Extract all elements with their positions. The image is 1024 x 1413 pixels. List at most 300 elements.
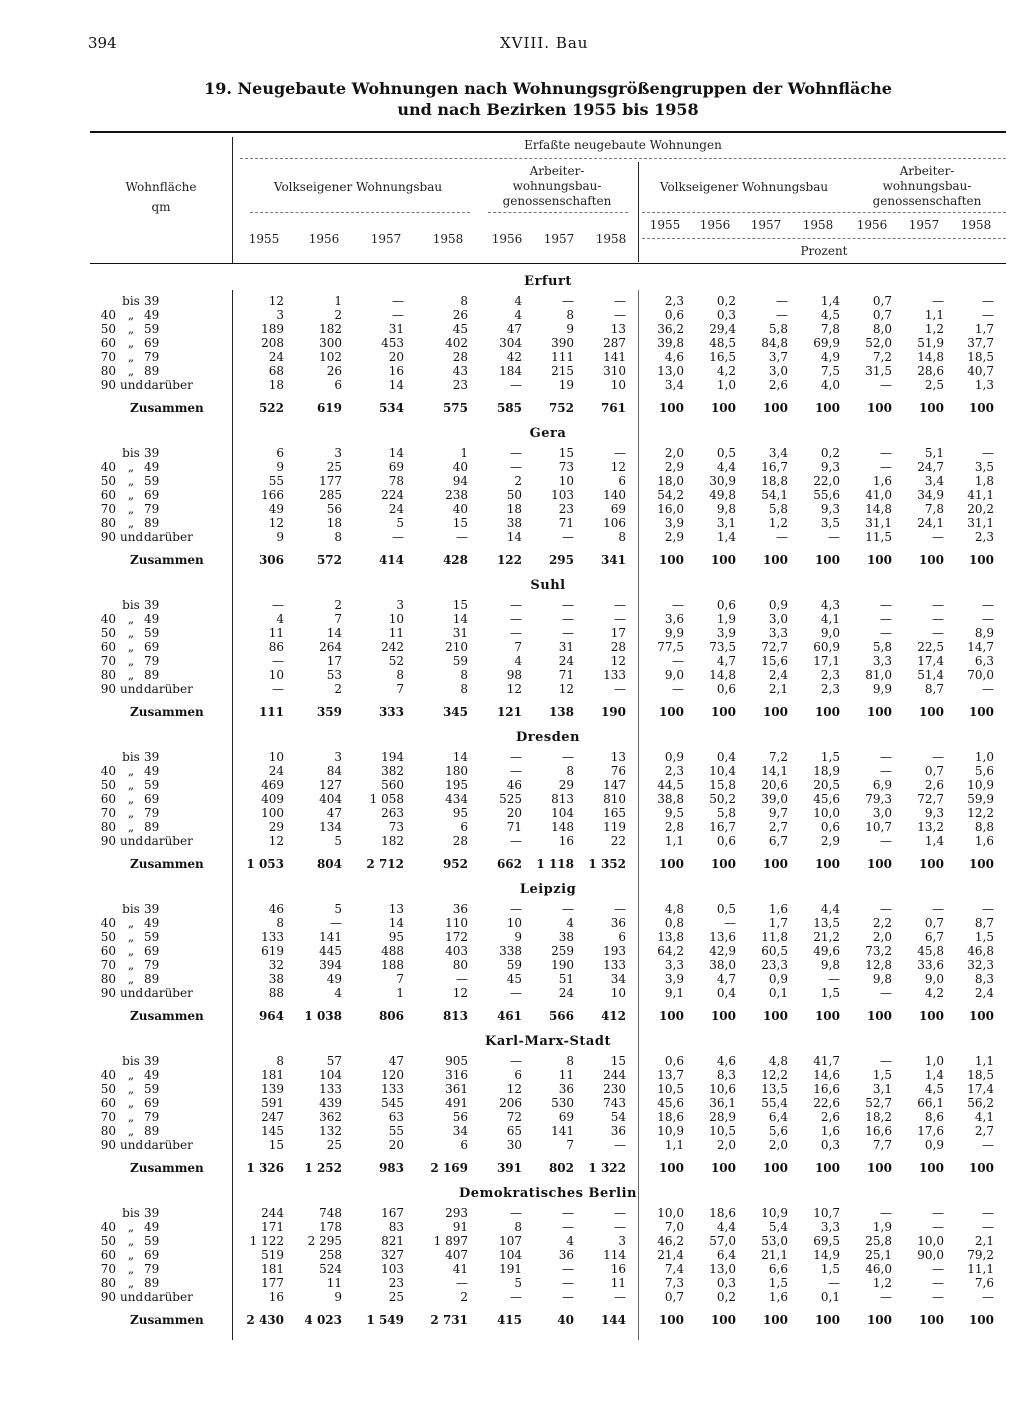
- table-cell: 4,8: [664, 902, 684, 916]
- row-label-to: 69: [144, 944, 160, 958]
- section-title: Gera: [529, 426, 567, 441]
- table-cell: 11,5: [865, 530, 892, 544]
- table-cell: 22,0: [813, 474, 840, 488]
- table-cell: 24: [388, 502, 404, 516]
- table-cell: 0,2: [716, 294, 736, 308]
- table-cell: 133: [381, 1082, 404, 1096]
- table-cell: 184: [499, 364, 522, 378]
- total-cell: 952: [442, 857, 468, 871]
- total-cell: 100: [658, 401, 684, 415]
- table-cell: 293: [445, 1206, 468, 1220]
- table-cell: 2,3: [974, 530, 994, 544]
- table-cell: 34: [452, 1124, 468, 1138]
- table-cell: 4: [566, 916, 574, 930]
- row-label-to: 89: [144, 1124, 160, 1138]
- table-cell: 3: [276, 308, 284, 322]
- table-cell: 100: [261, 806, 284, 820]
- row-label-sep: „: [127, 1220, 135, 1234]
- table-cell: 23: [558, 502, 574, 516]
- table-cell: 2,9: [820, 834, 840, 848]
- total-cell: 2 712: [366, 857, 404, 871]
- year-abs-6: 1957: [543, 232, 575, 246]
- table-cell: 7,0: [664, 1220, 684, 1234]
- table-cell: 1,5: [820, 986, 840, 1000]
- total-cell: 100: [866, 1161, 892, 1175]
- table-cell: 10,0: [657, 1206, 684, 1220]
- total-cell: 585: [496, 401, 522, 415]
- table-cell: 133: [603, 958, 626, 972]
- table-cell: —: [982, 294, 994, 308]
- table-cell: 1,1: [664, 834, 684, 848]
- table-cell: 51: [558, 972, 574, 986]
- percent-header: Prozent: [800, 244, 848, 258]
- table-cell: 2,2: [872, 916, 892, 930]
- row-label-from: 60: [100, 336, 116, 350]
- table-cell: 9,0: [820, 626, 840, 640]
- table-cell: 1,7: [768, 916, 788, 930]
- table-cell: —: [562, 1206, 574, 1220]
- table-cell: 47: [388, 1054, 404, 1068]
- table-cell: 42: [506, 350, 522, 364]
- row-label-sep: „: [127, 1068, 135, 1082]
- row-label-to: 39: [144, 294, 160, 308]
- table-cell: —: [880, 902, 892, 916]
- table-cell: 1,6: [872, 474, 892, 488]
- table-cell: 56: [326, 502, 342, 516]
- table-cell: 8,8: [974, 820, 994, 834]
- table-cell: 111: [551, 350, 574, 364]
- table-cell: —: [510, 1206, 522, 1220]
- table-cell: 7,8: [820, 322, 840, 336]
- table-cell: 16: [558, 834, 574, 848]
- table-cell: 28: [610, 640, 626, 654]
- total-cell: 100: [762, 401, 788, 415]
- table-cell: 70,0: [967, 668, 994, 682]
- table-cell: 7: [396, 972, 404, 986]
- table-cell: 91: [452, 1220, 468, 1234]
- row-label-sep: „: [127, 640, 135, 654]
- table-cell: 244: [261, 1206, 284, 1220]
- row-label-sep: „: [127, 336, 135, 350]
- table-cell: 94: [452, 474, 468, 488]
- table-cell: 13,0: [657, 364, 684, 378]
- total-cell: 2 430: [246, 1313, 284, 1327]
- table-cell: 7,7: [872, 1138, 892, 1152]
- table-cell: 191: [499, 1262, 522, 1276]
- row-label-from: 50: [100, 930, 116, 944]
- table-cell: 591: [261, 1096, 284, 1110]
- total-label: Zusammen: [130, 553, 204, 567]
- table-cell: —: [880, 598, 892, 612]
- table-cell: 195: [445, 778, 468, 792]
- table-row: [90, 916, 1006, 930]
- row-label-from: 90: [100, 834, 116, 848]
- table-cell: 182: [319, 322, 342, 336]
- table-cell: 4,6: [664, 350, 684, 364]
- table-cell: 5,6: [974, 764, 994, 778]
- row-label-sep: „: [127, 958, 135, 972]
- table-cell: 2,1: [974, 1234, 994, 1248]
- row-label-to: darüber: [144, 378, 193, 392]
- table-cell: —: [614, 682, 626, 696]
- table-cell: 18,5: [967, 350, 994, 364]
- table-cell: 53,0: [761, 1234, 788, 1248]
- row-label-to: 69: [144, 792, 160, 806]
- table-row: [90, 1110, 1006, 1124]
- table-cell: —: [982, 308, 994, 322]
- table-cell: 5,4: [768, 1220, 788, 1234]
- table-cell: 134: [319, 820, 342, 834]
- row-label-from: 50: [100, 1082, 116, 1096]
- table-cell: 1,4: [924, 834, 944, 848]
- table-cell: —: [880, 446, 892, 460]
- row-label-to: 49: [144, 916, 160, 930]
- table-cell: —: [272, 654, 284, 668]
- table-cell: 36: [452, 902, 468, 916]
- table-cell: 4,9: [820, 350, 840, 364]
- table-cell: 132: [319, 1124, 342, 1138]
- table-row: [90, 474, 1006, 488]
- table-cell: —: [828, 530, 840, 544]
- table-cell: 6: [460, 820, 468, 834]
- table-cell: 72: [506, 1110, 522, 1124]
- table-cell: —: [880, 378, 892, 392]
- total-row: [90, 1161, 1006, 1175]
- table-cell: 32,3: [967, 958, 994, 972]
- table-cell: 3: [618, 1234, 626, 1248]
- table-cell: —: [510, 764, 522, 778]
- table-cell: 181: [261, 1262, 284, 1276]
- row-label-sep: „: [127, 474, 135, 488]
- table-cell: —: [982, 612, 994, 626]
- table-cell: 64,2: [657, 944, 684, 958]
- table-cell: 8: [514, 1220, 522, 1234]
- table-cell: 7,6: [974, 1276, 994, 1290]
- table-cell: —: [614, 308, 626, 322]
- table-cell: 31,1: [865, 516, 892, 530]
- table-cell: 16,7: [709, 820, 736, 834]
- table-cell: 1,2: [768, 516, 788, 530]
- table-cell: 3,1: [716, 516, 736, 530]
- table-cell: 165: [603, 806, 626, 820]
- table-row: [90, 654, 1006, 668]
- row-label-to: darüber: [144, 530, 193, 544]
- total-cell: 111: [258, 705, 284, 719]
- row-label-to: 79: [144, 350, 160, 364]
- table-cell: 14: [326, 626, 342, 640]
- table-cell: 9,3: [820, 460, 840, 474]
- table-cell: 38,0: [709, 958, 736, 972]
- table-cell: 1,0: [974, 750, 994, 764]
- table-cell: 14: [452, 750, 468, 764]
- total-cell: 100: [814, 1009, 840, 1023]
- table-cell: 4: [334, 986, 342, 1000]
- table-cell: 44,5: [657, 778, 684, 792]
- total-cell: 4 023: [304, 1313, 342, 1327]
- table-cell: 18,6: [657, 1110, 684, 1124]
- row-label-to: darüber: [144, 682, 193, 696]
- table-cell: 434: [445, 792, 468, 806]
- table-cell: 13,5: [761, 1082, 788, 1096]
- total-label: Zusammen: [130, 857, 204, 871]
- row-label-sep: „: [127, 1110, 135, 1124]
- table-cell: 1,9: [716, 612, 736, 626]
- total-label: Zusammen: [130, 1009, 204, 1023]
- table-cell: 8,7: [924, 682, 944, 696]
- table-cell: 7,2: [768, 750, 788, 764]
- table-cell: 338: [499, 944, 522, 958]
- table-cell: —: [614, 612, 626, 626]
- table-cell: 1,5: [820, 750, 840, 764]
- table-cell: 95: [452, 806, 468, 820]
- table-cell: 469: [261, 778, 284, 792]
- table-cell: 4,1: [820, 612, 840, 626]
- table-cell: 10,7: [865, 820, 892, 834]
- total-cell: 295: [548, 553, 574, 567]
- row-label-from: 80: [100, 668, 116, 682]
- table-row: [90, 530, 1006, 544]
- table-cell: 247: [261, 1110, 284, 1124]
- table-cell: 748: [319, 1206, 342, 1220]
- table-cell: 24: [268, 764, 284, 778]
- table-cell: 37,7: [967, 336, 994, 350]
- table-cell: 215: [551, 364, 574, 378]
- table-cell: —: [672, 654, 684, 668]
- table-cell: 0,2: [820, 446, 840, 460]
- table-cell: 6: [514, 1068, 522, 1082]
- table-cell: 12: [506, 682, 522, 696]
- row-label-to: darüber: [144, 834, 193, 848]
- table-cell: 24: [558, 654, 574, 668]
- table-cell: 0,3: [716, 308, 736, 322]
- table-cell: 14,7: [967, 640, 994, 654]
- table-cell: 1,4: [716, 530, 736, 544]
- row-label-from: 90: [100, 1138, 116, 1152]
- row-label-to: 79: [144, 1110, 160, 1124]
- table-cell: —: [392, 530, 404, 544]
- table-cell: 1,2: [924, 322, 944, 336]
- table-cell: 119: [603, 820, 626, 834]
- table-cell: 2,6: [768, 378, 788, 392]
- total-cell: 802: [548, 1161, 574, 1175]
- table-cell: 133: [261, 930, 284, 944]
- total-cell: 412: [600, 1009, 626, 1023]
- table-cell: —: [614, 902, 626, 916]
- table-cell: 31: [388, 322, 404, 336]
- table-cell: 19: [558, 378, 574, 392]
- table-cell: 3,5: [974, 460, 994, 474]
- abs-pct-divider: [638, 162, 639, 262]
- table-cell: 177: [261, 1276, 284, 1290]
- table-cell: 7,5: [820, 364, 840, 378]
- table-cell: 4: [514, 308, 522, 322]
- table-cell: 36: [558, 1248, 574, 1262]
- total-cell: 100: [658, 857, 684, 871]
- section-title: Dresden: [515, 730, 581, 745]
- table-cell: 6,7: [768, 834, 788, 848]
- table-cell: 26: [452, 308, 468, 322]
- pct-years-rule: [642, 212, 1006, 213]
- table-row: [90, 322, 1006, 336]
- row-label-from: 70: [100, 806, 116, 820]
- table-cell: 98: [506, 668, 522, 682]
- row-label-sep: „: [127, 516, 135, 530]
- table-cell: —: [562, 1220, 574, 1234]
- table-cell: 7: [514, 640, 522, 654]
- table-cell: 6: [276, 446, 284, 460]
- row-label-from: 60: [100, 1248, 116, 1262]
- total-cell: 662: [496, 857, 522, 871]
- row-label-sep: „: [127, 460, 135, 474]
- awg-header-abs-3: genossenschaften: [502, 194, 612, 208]
- table-cell: 12: [610, 460, 626, 474]
- table-cell: 5,1: [924, 446, 944, 460]
- table-row: [90, 626, 1006, 640]
- row-label-to: 59: [144, 322, 160, 336]
- table-cell: 32: [268, 958, 284, 972]
- table-cell: 14,8: [865, 502, 892, 516]
- table-cell: 2,0: [716, 1138, 736, 1152]
- total-cell: 461: [496, 1009, 522, 1023]
- table-cell: —: [510, 612, 522, 626]
- row-label-from: 80: [100, 820, 116, 834]
- table-cell: 20: [388, 350, 404, 364]
- table-row: [90, 612, 1006, 626]
- total-cell: 100: [918, 1009, 944, 1023]
- table-cell: 0,4: [716, 986, 736, 1000]
- table-cell: 10: [506, 916, 522, 930]
- veb-abs-rule: [250, 212, 470, 213]
- table-cell: —: [982, 1138, 994, 1152]
- table-cell: 10: [558, 474, 574, 488]
- total-cell: 100: [866, 1009, 892, 1023]
- table-cell: 16,0: [657, 502, 684, 516]
- table-cell: 36: [610, 916, 626, 930]
- table-cell: 41,7: [813, 1054, 840, 1068]
- table-cell: 5: [334, 834, 342, 848]
- table-row: [90, 446, 1006, 460]
- table-cell: 6,4: [716, 1248, 736, 1262]
- total-cell: 100: [968, 1313, 994, 1327]
- table-cell: 4: [566, 1234, 574, 1248]
- row-label-to: 59: [144, 474, 160, 488]
- row-label-to: 39: [144, 1054, 160, 1068]
- table-cell: —: [932, 598, 944, 612]
- total-cell: 100: [710, 857, 736, 871]
- table-cell: 13,5: [813, 916, 840, 930]
- table-cell: 0,6: [716, 682, 736, 696]
- table-cell: 4,2: [716, 364, 736, 378]
- table-cell: 5,8: [768, 322, 788, 336]
- table-cell: 13: [610, 322, 626, 336]
- table-cell: 25,8: [865, 1234, 892, 1248]
- table-cell: 81,0: [865, 668, 892, 682]
- table-cell: 8: [460, 294, 468, 308]
- table-cell: —: [672, 598, 684, 612]
- table-cell: 38: [506, 516, 522, 530]
- table-cell: —: [776, 294, 788, 308]
- table-cell: —: [982, 1290, 994, 1304]
- table-cell: 14,1: [761, 764, 788, 778]
- table-row: [90, 336, 1006, 350]
- awg-header-abs-1: Arbeiter-: [529, 164, 585, 178]
- table-cell: 0,1: [820, 1290, 840, 1304]
- total-cell: 144: [600, 1313, 626, 1327]
- table-cell: 8,3: [974, 972, 994, 986]
- table-cell: 3,3: [820, 1220, 840, 1234]
- table-title-line-2: und nach Bezirken 1955 bis 1958: [397, 100, 699, 119]
- table-row: [90, 1096, 1006, 1110]
- row-label-from: 50: [100, 474, 116, 488]
- table-cell: 2,0: [664, 446, 684, 460]
- table-cell: 73,5: [709, 640, 736, 654]
- table-cell: 6: [618, 930, 626, 944]
- awg-header-pct-3: genossenschaften: [872, 194, 982, 208]
- table-cell: 2,7: [974, 1124, 994, 1138]
- total-cell: 100: [658, 1313, 684, 1327]
- table-cell: 52: [388, 654, 404, 668]
- row-label-from: 40: [100, 612, 116, 626]
- total-cell: 100: [710, 1161, 736, 1175]
- section-title: Demokratisches Berlin: [459, 1186, 637, 1201]
- table-cell: 3,9: [664, 972, 684, 986]
- table-cell: 0,5: [716, 446, 736, 460]
- table-cell: 15,6: [761, 654, 788, 668]
- table-cell: 12,8: [865, 958, 892, 972]
- table-cell: 140: [603, 488, 626, 502]
- row-label-sep: „: [127, 972, 135, 986]
- table-cell: 12: [506, 1082, 522, 1096]
- table-cell: 90,0: [917, 1248, 944, 1262]
- table-cell: 0,3: [820, 1138, 840, 1152]
- table-cell: 45: [452, 322, 468, 336]
- row-label-sep: „: [127, 350, 135, 364]
- table-cell: 4,4: [716, 460, 736, 474]
- table-cell: 3,9: [716, 626, 736, 640]
- table-cell: 6: [460, 1138, 468, 1152]
- table-cell: 8: [566, 1054, 574, 1068]
- row-label-sep: bis: [122, 902, 140, 916]
- table-cell: 3,0: [872, 806, 892, 820]
- table-cell: —: [880, 986, 892, 1000]
- table-cell: 60,9: [813, 640, 840, 654]
- table-cell: 71: [558, 668, 574, 682]
- row-label-from: 60: [100, 640, 116, 654]
- table-cell: —: [562, 598, 574, 612]
- row-label-sep: „: [127, 792, 135, 806]
- row-label-sep: „: [127, 488, 135, 502]
- table-cell: 22,6: [813, 1096, 840, 1110]
- table-cell: —: [982, 1206, 994, 1220]
- table-cell: 1,6: [974, 834, 994, 848]
- table-cell: 4,4: [716, 1220, 736, 1234]
- table-cell: —: [272, 682, 284, 696]
- table-cell: 31: [558, 640, 574, 654]
- row-label-to: 89: [144, 364, 160, 378]
- table-cell: 3,5: [820, 516, 840, 530]
- table-cell: 31: [452, 626, 468, 640]
- table-cell: 141: [551, 1124, 574, 1138]
- table-cell: 133: [603, 668, 626, 682]
- table-row: [90, 764, 1006, 778]
- table-cell: —: [880, 612, 892, 626]
- row-label-sep: und: [120, 986, 144, 1000]
- table-cell: 9,8: [872, 972, 892, 986]
- section-title: Leipzig: [519, 882, 577, 897]
- table-cell: 7,4: [664, 1262, 684, 1276]
- table-cell: —: [982, 682, 994, 696]
- table-cell: 193: [603, 944, 626, 958]
